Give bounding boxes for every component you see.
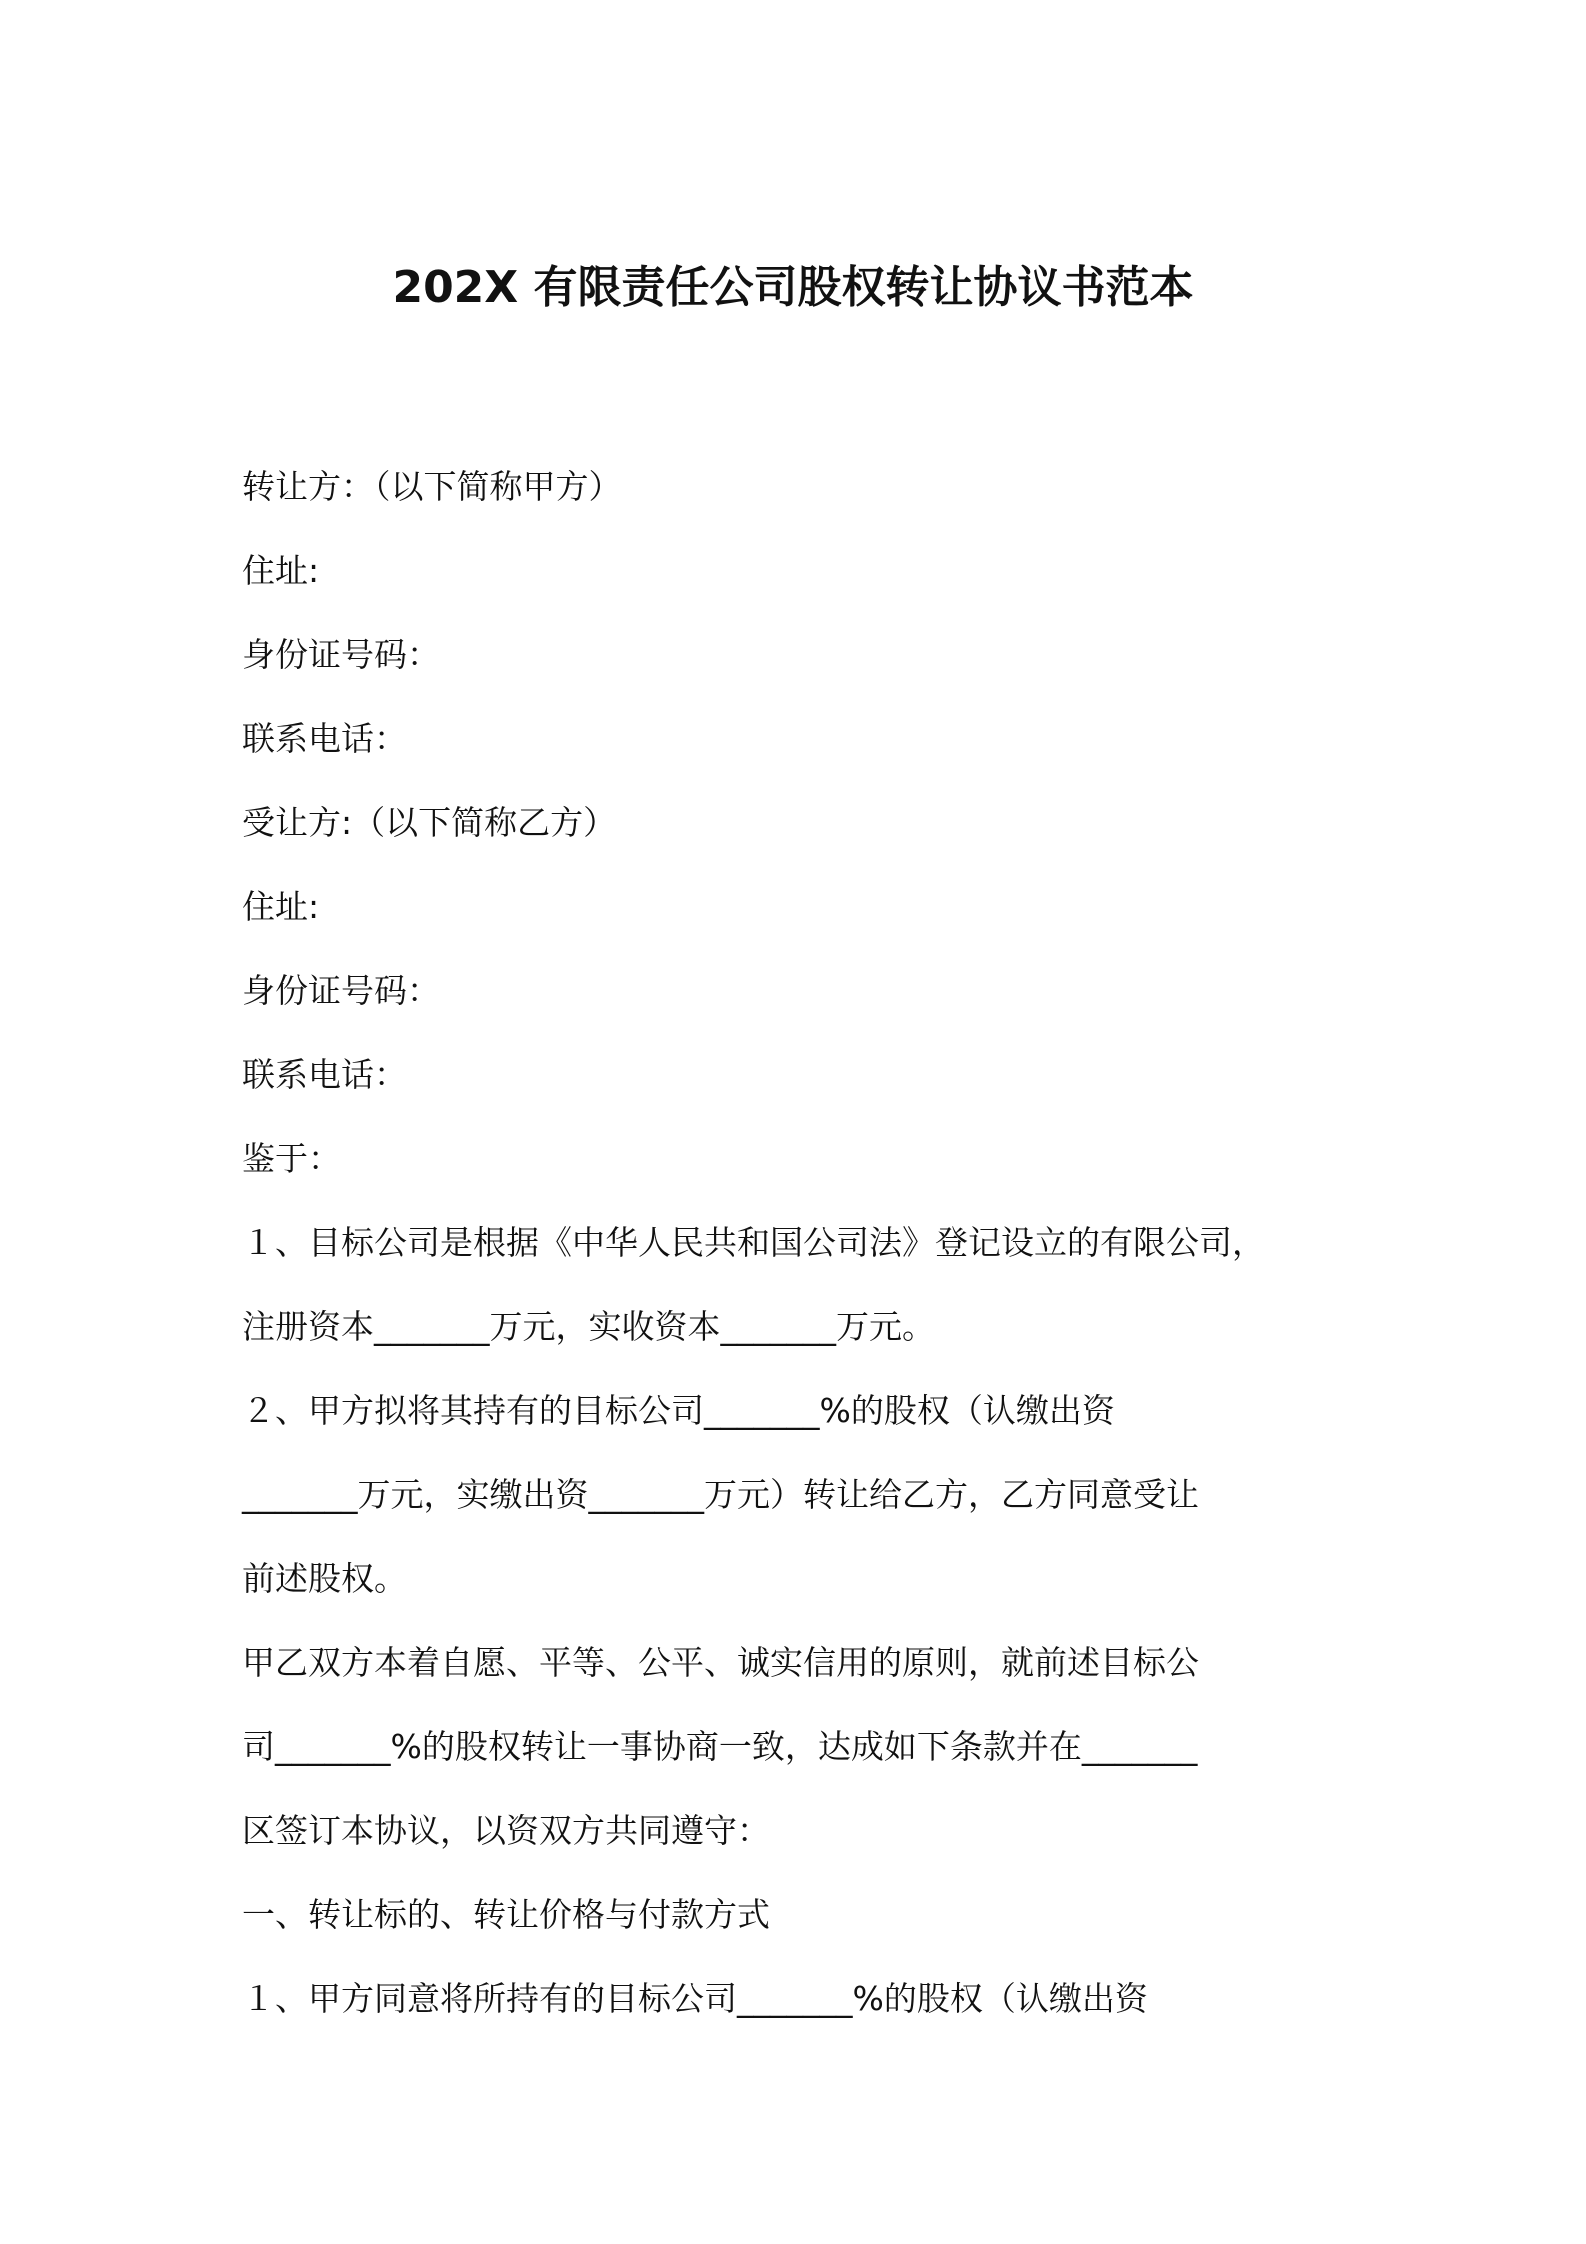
- paragraph-line: 区签订本协议，以资双方共同遵守：: [242, 1811, 770, 1850]
- transferor-id-line: 身份证号码：: [242, 635, 440, 674]
- transferor-phone-line: 联系电话：: [242, 719, 407, 758]
- paragraph-line: 甲乙双方本着自愿、平等、公平、诚实信用的原则，就前述目标公: [242, 1643, 1199, 1682]
- paragraph-line: １、甲方同意将所持有的目标公司_______%的股权（认缴出资: [242, 1979, 1148, 2018]
- paragraph-line: 前述股权。: [242, 1559, 407, 1598]
- paragraph-line: ２、甲方拟将其持有的目标公司_______%的股权（认缴出资: [242, 1391, 1115, 1430]
- transferee-address-line: 住址:: [242, 887, 320, 926]
- transferor-line: 转让方：（以下简称甲方）: [242, 467, 622, 506]
- document-title: 202X 有限责任公司股权转让协议书范本: [392, 262, 1194, 313]
- section-heading: 一、转让标的、转让价格与付款方式: [242, 1895, 770, 1934]
- paragraph-line: 司_______%的股权转让一事协商一致，达成如下条款并在_______: [242, 1727, 1198, 1766]
- paragraph-line: 注册资本_______万元，实收资本_______万元。: [242, 1307, 935, 1346]
- transferee-id-line: 身份证号码：: [242, 971, 440, 1010]
- whereas-heading: 鉴于：: [242, 1139, 341, 1178]
- paragraph-line: １、目标公司是根据《中华人民共和国公司法》登记设立的有限公司，: [242, 1223, 1265, 1262]
- transferee-phone-line: 联系电话：: [242, 1055, 407, 1094]
- transferee-line: 受让方:（以下简称乙方）: [242, 803, 617, 842]
- paragraph-line: _______万元，实缴出资_______万元）转让给乙方，乙方同意受让: [242, 1475, 1199, 1514]
- document-body: [242, 445, 1362, 2041]
- transferor-address-line: 住址:: [242, 551, 320, 590]
